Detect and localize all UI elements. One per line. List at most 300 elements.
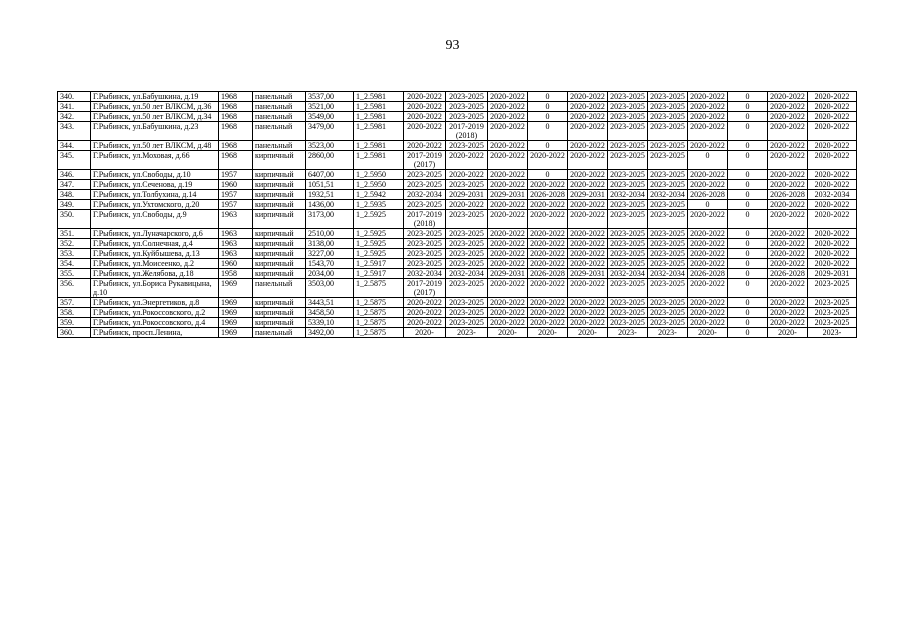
- code-cell: 1_2.5981: [354, 122, 404, 141]
- period-cell: 2020-2022: [808, 200, 857, 210]
- area-cell: 2860,00: [306, 151, 354, 170]
- period-cell: 2023-2025: [608, 239, 648, 249]
- wall-material-cell: кирпичный: [253, 200, 306, 210]
- row-number: 346.: [58, 170, 91, 180]
- year-built-cell: 1968: [219, 151, 253, 170]
- table-row: [58, 151, 857, 170]
- period-cell: 2020-2022: [404, 92, 446, 102]
- period-cell: 2020-2022: [808, 102, 857, 112]
- period-cell: 2023-2025: [608, 308, 648, 318]
- period-cell: 2020-2022: [688, 279, 728, 298]
- wall-material-cell: кирпичный: [253, 180, 306, 190]
- period-cell: 2023-: [648, 328, 688, 338]
- period-cell: 2023-2025: [446, 239, 488, 249]
- period-cell: 2020-2022: [488, 102, 528, 112]
- period-cell: 2026-2028: [528, 269, 568, 279]
- table-row: [58, 239, 857, 249]
- address-cell: Г.Рыбинск, ул.Куйбышева, д.13: [91, 249, 219, 259]
- period-cell: 2023-2025: [404, 239, 446, 249]
- table-row: [58, 269, 857, 279]
- period-cell: 2023-2025: [608, 200, 648, 210]
- code-cell: 1_2.5981: [354, 92, 404, 102]
- table-row: [58, 249, 857, 259]
- wall-material-cell: панельный: [253, 328, 306, 338]
- code-cell: 1_2.5925: [354, 249, 404, 259]
- period-cell: 2020-2022: [528, 151, 568, 170]
- period-cell: 0: [728, 328, 768, 338]
- period-cell: 2017-2019 (2017): [404, 151, 446, 170]
- wall-material-cell: кирпичный: [253, 190, 306, 200]
- year-built-cell: 1960: [219, 180, 253, 190]
- period-cell: 2020-2022: [808, 141, 857, 151]
- period-cell: 2020-2022: [688, 259, 728, 269]
- period-cell: 2020-2022: [488, 151, 528, 170]
- period-cell: 2020-2022: [404, 308, 446, 318]
- period-cell: 0: [728, 151, 768, 170]
- period-cell: 0: [728, 269, 768, 279]
- address-cell: Г.Рыбинск, просп.Ленина,: [91, 328, 219, 338]
- period-cell: 2017-2019 (2018): [446, 122, 488, 141]
- code-cell: 1_2.5925: [354, 210, 404, 229]
- table-row: [58, 200, 857, 210]
- year-built-cell: 1963: [219, 210, 253, 229]
- period-cell: 0: [728, 102, 768, 112]
- area-cell: 3537,00: [306, 92, 354, 102]
- period-cell: 2020-2022: [528, 308, 568, 318]
- area-cell: 3492,00: [306, 328, 354, 338]
- address-cell: Г.Рыбинск, ул.Бабушкина, д.23: [91, 122, 219, 141]
- period-cell: 2020-2022: [688, 141, 728, 151]
- period-cell: 2029-2031: [568, 190, 608, 200]
- year-built-cell: 1969: [219, 308, 253, 318]
- period-cell: 2020-2022: [568, 239, 608, 249]
- period-cell: 2020-2022: [488, 210, 528, 229]
- table-row: [58, 298, 857, 308]
- period-cell: 2023-2025: [648, 141, 688, 151]
- wall-material-cell: панельный: [253, 122, 306, 141]
- period-cell: 2020-2022: [568, 151, 608, 170]
- period-cell: 2020-2022: [488, 122, 528, 141]
- address-cell: Г.Рыбинск, ул.Солнечная, д.4: [91, 239, 219, 249]
- area-cell: 1051,51: [306, 180, 354, 190]
- period-cell: 0: [728, 210, 768, 229]
- period-cell: 2020-2022: [568, 122, 608, 141]
- period-cell: 2020-2022: [808, 239, 857, 249]
- address-cell: Г.Рыбинск, ул.50 лет ВЛКСМ, д.36: [91, 102, 219, 112]
- period-cell: 2023-2025: [648, 112, 688, 122]
- period-cell: 2020-2022: [488, 298, 528, 308]
- address-cell: Г.Рыбинск, ул.Толбухина, д.14: [91, 190, 219, 200]
- period-cell: 2020-2022: [808, 170, 857, 180]
- period-cell: 2020-2022: [488, 279, 528, 298]
- period-cell: 2020-2022: [568, 308, 608, 318]
- period-cell: 2020-2022: [688, 92, 728, 102]
- period-cell: 0: [528, 170, 568, 180]
- period-cell: 2023-2025: [648, 279, 688, 298]
- year-built-cell: 1969: [219, 279, 253, 298]
- area-cell: 1932,51: [306, 190, 354, 200]
- period-cell: 2020-2022: [488, 170, 528, 180]
- period-cell: 0: [528, 112, 568, 122]
- period-cell: 0: [728, 239, 768, 249]
- period-cell: 2020-2022: [768, 259, 808, 269]
- period-cell: 2023-2025: [608, 122, 648, 141]
- period-cell: 2020-2022: [688, 102, 728, 112]
- period-cell: 2020-2022: [768, 151, 808, 170]
- period-cell: 2020-2022: [568, 180, 608, 190]
- period-cell: 2020-2022: [688, 170, 728, 180]
- code-cell: 1_2.5981: [354, 102, 404, 112]
- address-cell: Г.Рыбинск, ул.Свободы, д.9: [91, 210, 219, 229]
- wall-material-cell: панельный: [253, 279, 306, 298]
- year-built-cell: 1963: [219, 229, 253, 239]
- address-cell: Г.Рыбинск, ул.Желябова, д.18: [91, 269, 219, 279]
- period-cell: 2020-2022: [528, 229, 568, 239]
- period-cell: 2026-2028: [688, 269, 728, 279]
- period-cell: 2023-2025: [648, 239, 688, 249]
- period-cell: 0: [728, 318, 768, 328]
- address-cell: Г.Рыбинск, ул.Бабушкина, д.19: [91, 92, 219, 102]
- period-cell: 2020-2022: [768, 279, 808, 298]
- period-cell: 2023-2025: [648, 259, 688, 269]
- year-built-cell: 1958: [219, 269, 253, 279]
- year-built-cell: 1968: [219, 102, 253, 112]
- period-cell: 2023-2025: [808, 279, 857, 298]
- period-cell: 2020-2022: [528, 249, 568, 259]
- period-cell: 2020-2022: [768, 298, 808, 308]
- period-cell: 2020-2022: [488, 92, 528, 102]
- period-cell: 2023-2025: [446, 141, 488, 151]
- row-number: 341.: [58, 102, 91, 112]
- area-cell: 3458,50: [306, 308, 354, 318]
- period-cell: 2023-2025: [608, 112, 648, 122]
- period-cell: 2023-2025: [446, 210, 488, 229]
- period-cell: 2020-2022: [568, 141, 608, 151]
- wall-material-cell: кирпичный: [253, 269, 306, 279]
- period-cell: 2020-2022: [768, 122, 808, 141]
- period-cell: 2023-2025: [608, 141, 648, 151]
- period-cell: 2017-2019 (2017): [404, 279, 446, 298]
- table-row: [58, 190, 857, 200]
- address-cell: Г.Рыбинск, ул.Ухтомского, д.20: [91, 200, 219, 210]
- period-cell: 2020-2022: [528, 180, 568, 190]
- period-cell: 2020-2022: [688, 122, 728, 141]
- period-cell: 2020-2022: [688, 298, 728, 308]
- code-cell: 1_2.5917: [354, 269, 404, 279]
- code-cell: 1_2.5875: [354, 308, 404, 318]
- row-number: 350.: [58, 210, 91, 229]
- table-row: [58, 92, 857, 102]
- period-cell: 2020-2022: [568, 279, 608, 298]
- period-cell: 2020-2022: [404, 122, 446, 141]
- row-number: 356.: [58, 279, 91, 298]
- period-cell: 0: [528, 92, 568, 102]
- period-cell: 2023-2025: [404, 170, 446, 180]
- period-cell: 2020-2022: [768, 210, 808, 229]
- code-cell: 1_2.5942: [354, 190, 404, 200]
- wall-material-cell: кирпичный: [253, 151, 306, 170]
- period-cell: 2023-2025: [648, 151, 688, 170]
- period-cell: 2023-2025: [446, 298, 488, 308]
- area-cell: 3521,00: [306, 102, 354, 112]
- wall-material-cell: кирпичный: [253, 298, 306, 308]
- period-cell: 2020-2022: [528, 239, 568, 249]
- period-cell: 2023-2025: [808, 318, 857, 328]
- period-cell: 2020-2022: [768, 92, 808, 102]
- period-cell: 2020-2022: [688, 249, 728, 259]
- period-cell: 2029-2031: [808, 269, 857, 279]
- period-cell: 2029-2031: [488, 269, 528, 279]
- period-cell: 0: [728, 112, 768, 122]
- wall-material-cell: кирпичный: [253, 170, 306, 180]
- period-cell: 2020-2022: [768, 229, 808, 239]
- table-row: [58, 180, 857, 190]
- year-built-cell: 1957: [219, 200, 253, 210]
- period-cell: 2020-: [404, 328, 446, 338]
- year-built-cell: 1968: [219, 122, 253, 141]
- period-cell: 2020-2022: [688, 318, 728, 328]
- period-cell: 2023-2025: [608, 180, 648, 190]
- period-cell: 2023-2025: [446, 308, 488, 318]
- period-cell: 2020-: [488, 328, 528, 338]
- period-cell: 2023-2025: [404, 200, 446, 210]
- wall-material-cell: кирпичный: [253, 308, 306, 318]
- wall-material-cell: кирпичный: [253, 210, 306, 229]
- period-cell: 2020-2022: [808, 180, 857, 190]
- wall-material-cell: кирпичный: [253, 239, 306, 249]
- table-row: [58, 210, 857, 229]
- period-cell: 2020-: [688, 328, 728, 338]
- period-cell: 2026-2028: [528, 190, 568, 200]
- period-cell: 2020-2022: [688, 308, 728, 318]
- period-cell: 0: [728, 279, 768, 298]
- period-cell: 2020-2022: [446, 200, 488, 210]
- period-cell: 2020-2022: [528, 279, 568, 298]
- code-cell: 1_2.5950: [354, 170, 404, 180]
- period-cell: 2020-2022: [808, 229, 857, 239]
- table-row: [58, 328, 857, 338]
- address-cell: Г.Рыбинск, ул.Свободы, д.10: [91, 170, 219, 180]
- period-cell: 2017-2019 (2018): [404, 210, 446, 229]
- period-cell: 2026-2028: [768, 269, 808, 279]
- period-cell: 2032-2034: [404, 269, 446, 279]
- period-cell: 2020-2022: [404, 102, 446, 112]
- wall-material-cell: панельный: [253, 112, 306, 122]
- period-cell: 2020-2022: [488, 141, 528, 151]
- period-cell: 2020-2022: [568, 229, 608, 239]
- period-cell: 2023-2025: [648, 170, 688, 180]
- period-cell: 0: [728, 92, 768, 102]
- area-cell: 3503,00: [306, 279, 354, 298]
- period-cell: 2020-2022: [688, 229, 728, 239]
- row-number: 351.: [58, 229, 91, 239]
- period-cell: 2023-2025: [446, 112, 488, 122]
- period-cell: 2023-2025: [446, 180, 488, 190]
- period-cell: 2020-: [568, 328, 608, 338]
- period-cell: 2020-2022: [488, 308, 528, 318]
- period-cell: 2020-2022: [488, 112, 528, 122]
- period-cell: 2020-2022: [528, 318, 568, 328]
- period-cell: 0: [728, 170, 768, 180]
- period-cell: 2020-: [528, 328, 568, 338]
- period-cell: 2020-2022: [768, 170, 808, 180]
- code-cell: 1_2.5875: [354, 328, 404, 338]
- row-number: 358.: [58, 308, 91, 318]
- period-cell: 2020-2022: [404, 112, 446, 122]
- period-cell: 0: [728, 122, 768, 141]
- period-cell: 2029-2031: [568, 269, 608, 279]
- period-cell: 0: [528, 141, 568, 151]
- area-cell: 2510,00: [306, 229, 354, 239]
- wall-material-cell: панельный: [253, 141, 306, 151]
- code-cell: 1_2.5935: [354, 200, 404, 210]
- row-number: 348.: [58, 190, 91, 200]
- period-cell: 2023-2025: [608, 102, 648, 112]
- wall-material-cell: панельный: [253, 92, 306, 102]
- period-cell: 2023-2025: [446, 259, 488, 269]
- period-cell: 2023-2025: [608, 249, 648, 259]
- code-cell: 1_2.5917: [354, 259, 404, 269]
- period-cell: 0: [728, 200, 768, 210]
- period-cell: 2020-2022: [688, 210, 728, 229]
- period-cell: 2020-2022: [488, 259, 528, 269]
- period-cell: 2020-2022: [568, 298, 608, 308]
- period-cell: 0: [728, 141, 768, 151]
- period-cell: 2023-2025: [808, 298, 857, 308]
- code-cell: 1_2.5875: [354, 318, 404, 328]
- address-cell: Г.Рыбинск, ул.Моисеенко, д.2: [91, 259, 219, 269]
- wall-material-cell: кирпичный: [253, 318, 306, 328]
- address-cell: Г.Рыбинск, ул.Рокоссовского, д.4: [91, 318, 219, 328]
- table-row: [58, 259, 857, 269]
- period-cell: 2023-: [446, 328, 488, 338]
- period-cell: 2020-2022: [768, 239, 808, 249]
- period-cell: 2020-2022: [768, 180, 808, 190]
- period-cell: 2032-2034: [446, 269, 488, 279]
- area-cell: 1543,70: [306, 259, 354, 269]
- period-cell: 2032-2034: [608, 269, 648, 279]
- code-cell: 1_2.5981: [354, 141, 404, 151]
- period-cell: 2020-2022: [488, 229, 528, 239]
- period-cell: 2020-2022: [568, 200, 608, 210]
- period-cell: 2032-2034: [648, 269, 688, 279]
- period-cell: 2020-2022: [488, 318, 528, 328]
- area-cell: 2034,00: [306, 269, 354, 279]
- period-cell: 2020-2022: [568, 259, 608, 269]
- address-cell: Г.Рыбинск, ул.Сеченова, д.19: [91, 180, 219, 190]
- period-cell: 2023-2025: [446, 279, 488, 298]
- period-cell: 2020-2022: [528, 298, 568, 308]
- row-number: 340.: [58, 92, 91, 102]
- period-cell: 2026-2028: [688, 190, 728, 200]
- period-cell: 2020-2022: [488, 249, 528, 259]
- period-cell: 2020-2022: [768, 141, 808, 151]
- period-cell: 2023-2025: [404, 259, 446, 269]
- period-cell: 2023-2025: [446, 92, 488, 102]
- period-cell: 2023-2025: [446, 318, 488, 328]
- row-number: 354.: [58, 259, 91, 269]
- year-built-cell: 1957: [219, 170, 253, 180]
- period-cell: 2026-2028: [768, 190, 808, 200]
- period-cell: 0: [728, 259, 768, 269]
- period-cell: 2023-2025: [608, 229, 648, 239]
- table-row: [58, 170, 857, 180]
- period-cell: 2020-2022: [808, 210, 857, 229]
- period-cell: 2023-2025: [404, 180, 446, 190]
- period-cell: 2029-2031: [446, 190, 488, 200]
- period-cell: 0: [528, 122, 568, 141]
- period-cell: 2020-2022: [488, 200, 528, 210]
- period-cell: 2020-2022: [568, 318, 608, 328]
- period-cell: 2023-2025: [608, 170, 648, 180]
- year-built-cell: 1969: [219, 318, 253, 328]
- period-cell: 2020-2022: [404, 318, 446, 328]
- period-cell: 2023-2025: [446, 229, 488, 239]
- period-cell: 2023-2025: [608, 279, 648, 298]
- period-cell: 2020-2022: [768, 200, 808, 210]
- row-number: 349.: [58, 200, 91, 210]
- period-cell: 2023-2025: [648, 249, 688, 259]
- period-cell: 2020-2022: [768, 308, 808, 318]
- period-cell: 2020-2022: [404, 141, 446, 151]
- page-number: 93: [445, 38, 460, 53]
- period-cell: 2023-2025: [648, 298, 688, 308]
- period-cell: 2023-2025: [648, 229, 688, 239]
- period-cell: 2020-2022: [446, 151, 488, 170]
- area-cell: 6407,00: [306, 170, 354, 180]
- year-built-cell: 1960: [219, 259, 253, 269]
- table-row: [58, 318, 857, 328]
- period-cell: 2032-2034: [608, 190, 648, 200]
- year-built-cell: 1968: [219, 92, 253, 102]
- area-cell: 5339,10: [306, 318, 354, 328]
- period-cell: 0: [728, 229, 768, 239]
- code-cell: 1_2.5875: [354, 298, 404, 308]
- period-cell: 2020-2022: [808, 259, 857, 269]
- period-cell: 2020-2022: [808, 112, 857, 122]
- area-cell: 3227,00: [306, 249, 354, 259]
- code-cell: 1_2.5875: [354, 279, 404, 298]
- row-number: 353.: [58, 249, 91, 259]
- period-cell: 2023-2025: [648, 92, 688, 102]
- period-cell: 2023-2025: [608, 259, 648, 269]
- address-cell: Г.Рыбинск, ул.50 лет ВЛКСМ, д.34: [91, 112, 219, 122]
- period-cell: 0: [688, 151, 728, 170]
- row-number: 357.: [58, 298, 91, 308]
- housing-registry-table: [57, 91, 857, 338]
- code-cell: 1_2.5981: [354, 112, 404, 122]
- period-cell: 2020-2022: [808, 92, 857, 102]
- period-cell: 2020-2022: [768, 318, 808, 328]
- period-cell: 2020-2022: [568, 92, 608, 102]
- code-cell: 1_2.5925: [354, 229, 404, 239]
- period-cell: 0: [728, 308, 768, 318]
- table-row: [58, 112, 857, 122]
- period-cell: 2020-2022: [808, 249, 857, 259]
- period-cell: 0: [728, 190, 768, 200]
- period-cell: 2023-2025: [648, 210, 688, 229]
- period-cell: 2023-: [608, 328, 648, 338]
- year-built-cell: 1968: [219, 112, 253, 122]
- period-cell: 0: [528, 102, 568, 112]
- period-cell: 2023-2025: [404, 229, 446, 239]
- table-row: [58, 308, 857, 318]
- table-row: [58, 141, 857, 151]
- area-cell: 1436,00: [306, 200, 354, 210]
- table-row: [58, 122, 857, 141]
- period-cell: 2020-2022: [768, 102, 808, 112]
- period-cell: 2020-2022: [568, 112, 608, 122]
